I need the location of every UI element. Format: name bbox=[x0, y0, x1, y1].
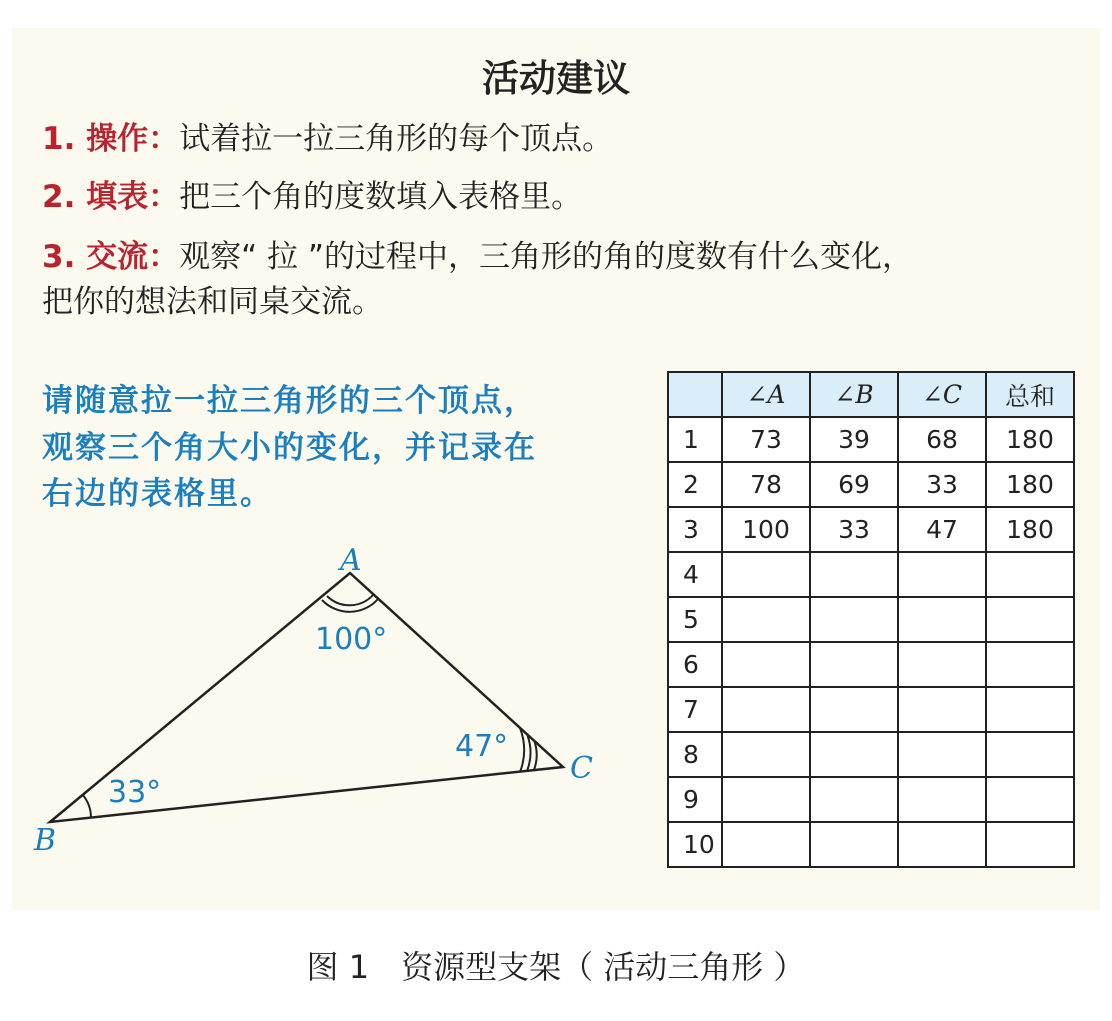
angle-a-cell[interactable]: 100 bbox=[722, 507, 810, 552]
table-row bbox=[668, 732, 1074, 777]
sum-cell[interactable]: 180 bbox=[986, 507, 1074, 552]
angle-a-cell[interactable] bbox=[722, 732, 810, 777]
activity-title: 活动建议 bbox=[482, 57, 630, 100]
sum-cell[interactable] bbox=[986, 597, 1074, 642]
sum-cell[interactable] bbox=[986, 732, 1074, 777]
angle-c-cell[interactable]: 33 bbox=[898, 462, 986, 507]
sum-cell[interactable] bbox=[986, 642, 1074, 687]
vertex-c-label: C bbox=[570, 751, 593, 786]
sum-cell[interactable]: 180 bbox=[986, 462, 1074, 507]
angle-a-cell[interactable]: 78 bbox=[722, 462, 810, 507]
table-row bbox=[668, 822, 1074, 867]
angle-c-arc-2 bbox=[527, 734, 530, 771]
table-row bbox=[668, 642, 1074, 687]
vertex-a-label: A bbox=[340, 543, 362, 578]
step-2-label: 2. 填表： bbox=[42, 179, 180, 215]
header-angle-c: ∠C bbox=[898, 372, 986, 417]
angle-b-cell[interactable]: 33 bbox=[810, 507, 898, 552]
row-number-cell: 10 bbox=[668, 822, 722, 867]
angle-a-cell[interactable] bbox=[722, 597, 810, 642]
angle-b-cell[interactable] bbox=[810, 552, 898, 597]
angle-a-cell[interactable] bbox=[722, 552, 810, 597]
angle-c-cell[interactable] bbox=[898, 642, 986, 687]
angle-b-cell[interactable] bbox=[810, 642, 898, 687]
header-sum: 总和 bbox=[986, 372, 1074, 417]
angle-c-cell[interactable] bbox=[898, 552, 986, 597]
angle-record-table bbox=[667, 371, 1075, 868]
step-2-text: 把三个角的度数填入表格里。 bbox=[179, 179, 583, 215]
prompt-line-3: 右边的表格里。 bbox=[42, 476, 273, 512]
sum-cell[interactable] bbox=[986, 777, 1074, 822]
angle-c-cell[interactable] bbox=[898, 777, 986, 822]
step-1-label: 1. 操作： bbox=[42, 121, 180, 157]
row-number-cell: 6 bbox=[668, 642, 722, 687]
table-corner-cell bbox=[668, 372, 722, 417]
table-row bbox=[668, 597, 1074, 642]
header-angle-b: ∠B bbox=[810, 372, 898, 417]
angle-c-cell[interactable]: 68 bbox=[898, 417, 986, 462]
angle-a-cell[interactable] bbox=[722, 777, 810, 822]
angle-b-cell[interactable] bbox=[810, 597, 898, 642]
row-number-cell: 1 bbox=[668, 417, 722, 462]
table-row bbox=[668, 777, 1074, 822]
vertex-b-label: B bbox=[34, 823, 57, 858]
step-3-text-continued: 把你的想法和同桌交流。 bbox=[42, 284, 383, 320]
sum-cell[interactable] bbox=[986, 687, 1074, 732]
prompt-line-1: 请随意拉一拉三角形的三个顶点， bbox=[42, 383, 537, 419]
angle-a-value: 100° bbox=[315, 622, 388, 657]
table-row bbox=[668, 462, 1074, 507]
row-number-cell: 5 bbox=[668, 597, 722, 642]
row-number-cell: 4 bbox=[668, 552, 722, 597]
angle-a-cell[interactable] bbox=[722, 822, 810, 867]
table-row bbox=[668, 687, 1074, 732]
row-number-cell: 8 bbox=[668, 732, 722, 777]
sum-cell[interactable] bbox=[986, 552, 1074, 597]
angle-a-cell[interactable] bbox=[722, 687, 810, 732]
row-number-cell: 7 bbox=[668, 687, 722, 732]
step-3-label: 3. 交流： bbox=[42, 239, 180, 275]
angle-b-arc bbox=[82, 794, 91, 818]
angle-c-cell[interactable] bbox=[898, 597, 986, 642]
angle-b-cell[interactable]: 39 bbox=[810, 417, 898, 462]
table-row bbox=[668, 417, 1074, 462]
angle-c-cell[interactable]: 47 bbox=[898, 507, 986, 552]
figure-caption: 图 1 资源型支架（ 活动三角形 ） bbox=[306, 948, 806, 986]
angle-a-arc-inner bbox=[327, 595, 373, 605]
sum-cell[interactable] bbox=[986, 822, 1074, 867]
row-number-cell: 2 bbox=[668, 462, 722, 507]
table-header-row bbox=[668, 372, 1074, 417]
angle-a-cell[interactable] bbox=[722, 642, 810, 687]
header-angle-a: ∠A bbox=[722, 372, 810, 417]
angle-c-arc-3 bbox=[534, 740, 537, 770]
angle-c-value: 47° bbox=[455, 729, 509, 764]
table-row bbox=[668, 552, 1074, 597]
angle-b-cell[interactable] bbox=[810, 822, 898, 867]
row-number-cell: 3 bbox=[668, 507, 722, 552]
angle-c-cell[interactable] bbox=[898, 732, 986, 777]
angle-b-cell[interactable] bbox=[810, 732, 898, 777]
step-3-text: 观察“ 拉 ”的过程中，三角形的角的度数有什么变化， bbox=[179, 239, 913, 275]
sum-cell[interactable]: 180 bbox=[986, 417, 1074, 462]
row-number-cell: 9 bbox=[668, 777, 722, 822]
angle-b-cell[interactable] bbox=[810, 777, 898, 822]
angle-c-arc-1 bbox=[520, 728, 524, 772]
angle-a-cell[interactable]: 73 bbox=[722, 417, 810, 462]
angle-b-cell[interactable]: 69 bbox=[810, 462, 898, 507]
angle-c-cell[interactable] bbox=[898, 822, 986, 867]
angle-b-cell[interactable] bbox=[810, 687, 898, 732]
table-row bbox=[668, 507, 1074, 552]
step-1-text: 试着拉一拉三角形的每个顶点。 bbox=[179, 121, 614, 157]
angle-c-cell[interactable] bbox=[898, 687, 986, 732]
prompt-line-2: 观察三个角大小的变化，并记录在 bbox=[42, 430, 537, 466]
angle-b-value: 33° bbox=[108, 775, 162, 810]
